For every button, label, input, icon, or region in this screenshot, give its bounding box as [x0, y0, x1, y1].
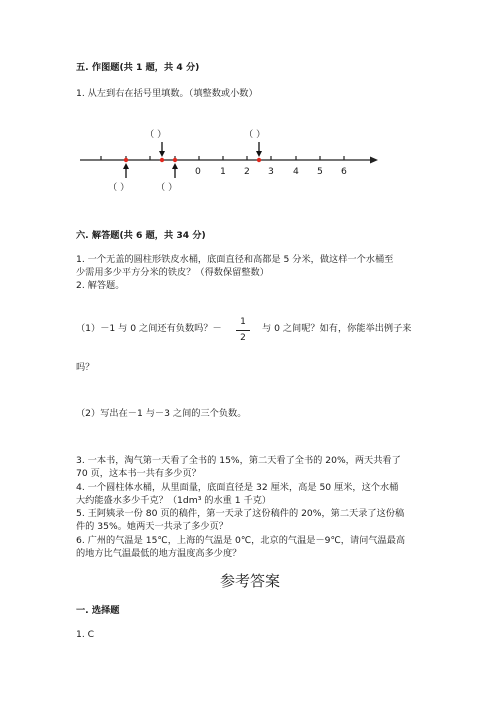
section6-q1-line1: 1. 一个无盖的圆柱形铁皮水桶，底面直径和高都是 5 分米，做这样一个水桶至	[76, 254, 394, 265]
marker-point-4	[257, 158, 261, 162]
axis-label-0: 0	[195, 166, 201, 177]
bracket-bottom-left[interactable]: （ ）	[108, 182, 130, 193]
section5-question-1: 1. 从左到右在括号里填数。（填整数或小数）	[76, 88, 258, 99]
bracket-top-right[interactable]: （ ）	[244, 129, 266, 140]
section6-q4-line2: 大约能盛水多少千克？（1dm³ 的水重 1 千克）	[76, 495, 272, 506]
section6-q5-line1: 5. 王阿姨录一份 80 页的稿件，第一天录了这份稿件的 20%，第二天录了这份稿	[76, 508, 405, 519]
section6-heading: 六. 解答题(共 6 题，共 34 分)	[76, 230, 206, 241]
answers-heading: 一. 选择题	[76, 605, 120, 616]
section6-q2: 2. 解答题。	[76, 280, 125, 291]
marker-point-2	[160, 158, 164, 162]
up-arrow-icon	[172, 163, 178, 178]
axis-label-1: 1	[220, 166, 226, 177]
bracket-bottom-right[interactable]: （ ）	[156, 182, 178, 193]
fraction-numerator: 1	[240, 317, 246, 327]
section6-q6-line1: 6. 广州的气温是 15℃，上海的气温是 0℃，北京的气温是－9℃，请问气温最高	[76, 535, 406, 546]
section5-heading: 五. 作图题(共 1 题，共 4 分)	[76, 62, 200, 73]
section6-q4-line1: 4. 一个圆柱体水桶，从里面量，底面直径是 32 厘米，高是 50 厘米，这个水桶	[76, 482, 399, 493]
fraction-bar	[236, 330, 250, 331]
answer-1: 1. C	[76, 629, 95, 640]
bracket-top-left[interactable]: （ ）	[145, 129, 167, 140]
section6-q2-part1-c: 吗？	[76, 362, 95, 373]
marker-point-3	[173, 158, 177, 162]
axis-label-5: 5	[317, 166, 323, 177]
axis-label-2: 2	[244, 166, 250, 177]
answers-title: 参考答案	[219, 572, 280, 590]
fraction-one-half	[236, 317, 250, 344]
section6-q3-line1: 3. 一本书，淘气第一天看了全书的 15%，第二天看了全书的 20%，两天共看了	[76, 455, 401, 466]
marker-point-1	[124, 158, 128, 162]
section6-q6-line2: 的地方比气温最低的地方温度高多少度？	[76, 548, 242, 559]
section6-q2-part1-b: 与 0 之间呢？如有，你能举出例子来	[262, 323, 412, 334]
down-arrow-icon	[159, 142, 165, 157]
section6-q1-line2: 少需用多少平方分米的铁皮？（得数保留整数）	[76, 267, 269, 278]
axis-label-4: 4	[293, 166, 299, 177]
down-arrow-icon	[256, 142, 262, 157]
section6-q5-line2: 件的 35%。她两天一共录了多少页？	[76, 521, 228, 532]
axis-label-6: 6	[341, 166, 347, 177]
number-line-arrowhead	[370, 157, 378, 164]
axis-label-3: 3	[268, 166, 274, 177]
up-arrow-icon	[123, 163, 129, 178]
fraction-denominator: 2	[240, 333, 246, 343]
section6-q3-line2: 70 页，这本书一共有多少页？	[76, 468, 201, 479]
section6-q2-part1-a: （1）－1 与 0 之间还有负数吗？－	[76, 323, 222, 334]
section6-q2-part2: （2）写出在－1 与－3 之间的三个负数。	[76, 408, 247, 419]
